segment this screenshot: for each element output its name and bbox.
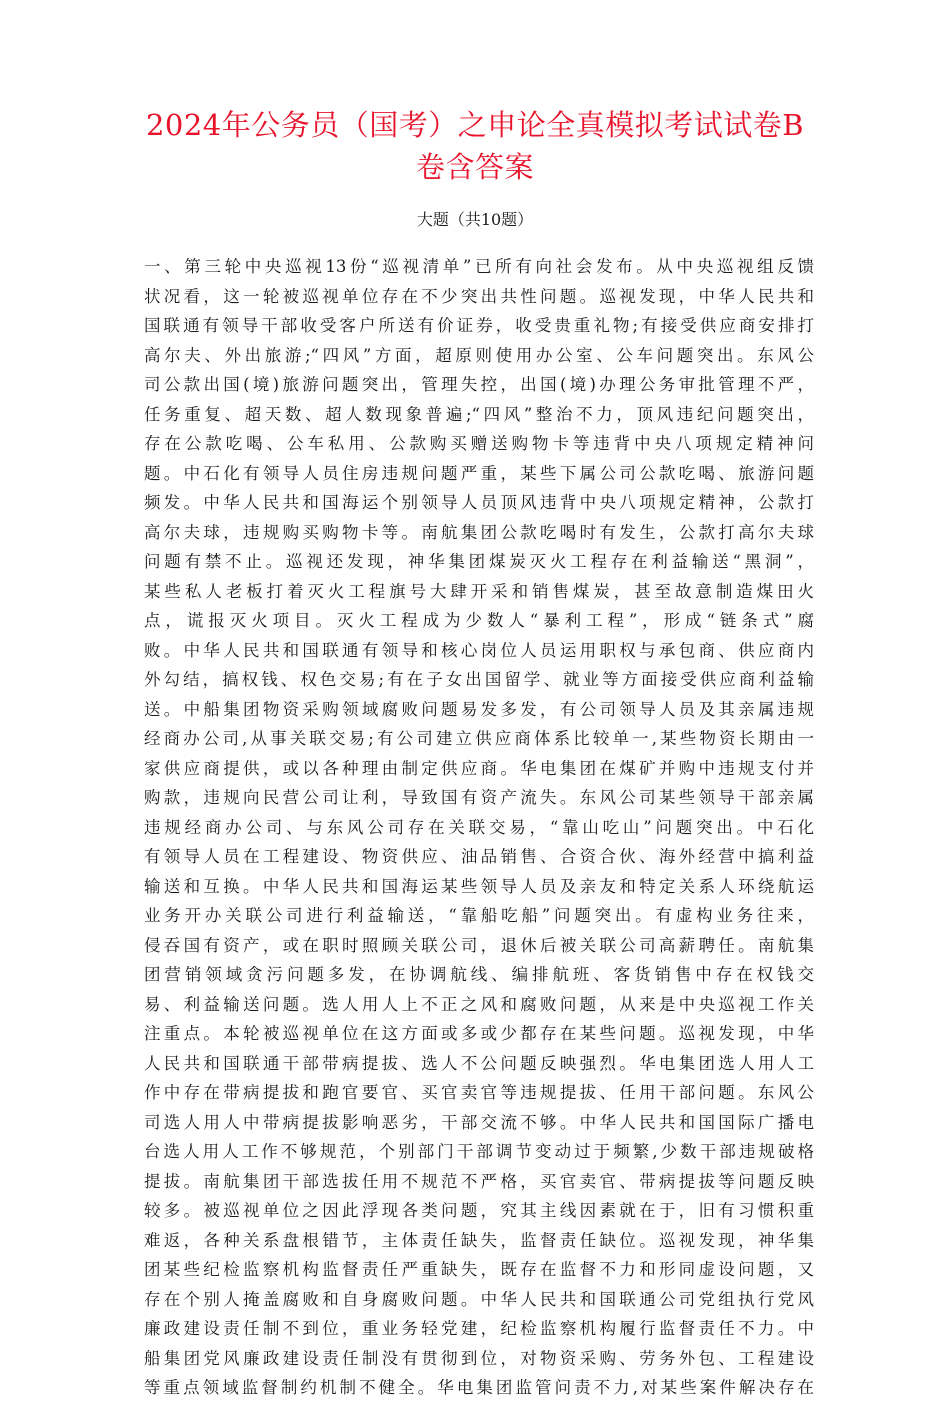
body-line: 购款，违规向民营公司让利，导致国有资产流失。东风公司某些领导干部亲属 — [144, 788, 814, 807]
body-line: 提拔。南航集团干部选拔任用不规范不严格，买官卖官、带病提拔等问题反映 — [144, 1171, 814, 1191]
body-line: 国联通有领导干部收受客户所送有价证券，收受贵重礼物;有接受供应商安排打 — [144, 316, 814, 335]
body-line: 存在公款吃喝、公车私用、公款购买赠送购物卡等违背中央八项规定精神问 — [144, 434, 814, 453]
body-line: 有领导人员在工程建设、物资供应、油品销售、合资合伙、海外经营中搞利益 — [144, 847, 814, 866]
title-line-1: 2024年公务员（国考）之申论全真模拟考试试卷B — [145, 108, 805, 142]
body-line: 台选人用人工作不够规范，个别部门干部调节变动过于频繁,少数干部违规破格 — [144, 1142, 814, 1161]
body-line: 侵吞国有资产，或在职时照顾关联公司，退休后被关联公司高薪聘任。南航集 — [144, 935, 814, 955]
body-line: 违规经商办公司、与东风公司存在关联交易，“靠山吃山”问题突出。中石化 — [144, 817, 814, 837]
body-line: 注重点。本轮被巡视单位在这方面或多或少都存在某些问题。巡视发现，中华 — [144, 1024, 814, 1043]
body-line: 点，谎报灭火项目。灭火工程成为少数人“暴利工程”，形成“链条式”腐 — [144, 611, 814, 630]
body-line: 高尔夫、外出旅游;“四风”方面，超原则使用办公室、公车问题突出。东风公 — [144, 345, 814, 365]
body-line: 作中存在带病提拔和跑官要官、买官卖官等违规提拔、任用干部问题。东风公 — [144, 1083, 814, 1102]
body-paragraph — [144, 252, 814, 1403]
body-line: 外勾结，搞权钱、权色交易;有在子女出国留学、就业等方面接受供应商利益输 — [144, 670, 814, 689]
body-line: 题。中石化有领导人员住房违规问题严重，某些下属公司公款吃喝、旅游问题 — [144, 463, 814, 483]
section-heading: 大题（共10题） — [416, 210, 534, 229]
body-line: 难返，各种关系盘根错节，主体责任缺失，监督责任缺位。巡视发现，神华集 — [144, 1230, 814, 1250]
body-line: 易、利益输送问题。选人用人上不正之风和腐败问题，从来是中央巡视工作关 — [144, 994, 814, 1014]
body-line: 业务开办关联公司进行利益输送，“靠船吃船”问题突出。有虚构业务往来， — [144, 906, 814, 925]
body-line: 一、第三轮中央巡视13份“巡视清单”已所有向社会发布。从中央巡视组反馈 — [144, 257, 814, 276]
title-line-2: 卷含答案 — [415, 150, 534, 184]
document-title — [120, 104, 830, 188]
body-line: 司选人用人中带病提拔影响恶劣，干部交流不够。中华人民共和国国际广播电 — [144, 1112, 814, 1132]
body-line: 高尔夫球，违规购买购物卡等。南航集团公款吃喝时有发生，公款打高尔夫球 — [144, 522, 814, 542]
body-line: 司公款出国(境)旅游问题突出，管理失控，出国(境)办理公务审批管理不严， — [144, 375, 814, 394]
body-line: 存在个别人掩盖腐败和自身腐败问题。中华人民共和国联通公司党组执行党风 — [144, 1289, 814, 1309]
body-line: 送。中船集团物资采购领域腐败问题易发多发，有公司领导人员及其亲属违规 — [144, 699, 814, 719]
body-line: 频发。中华人民共和国海运个别领导人员顶风违背中央八项规定精神，公款打 — [144, 493, 814, 512]
body-line: 家供应商提供，或以各种理由制定供应商。华电集团在煤矿并购中违规支付并 — [144, 758, 814, 778]
body-line: 问题有禁不止。巡视还发现，神华集团煤炭灭火工程存在利益输送“黑洞”， — [144, 552, 814, 571]
body-line: 任务重复、超天数、超人数现象普遍;“四风”整治不力，顶风违纪问题突出， — [144, 404, 814, 424]
body-line: 船集团党风廉政建设责任制没有贯彻到位，对物资采购、劳务外包、工程建设 — [144, 1348, 814, 1368]
body-line: 输送和互换。中华人民共和国海运某些领导人员及亲友和特定关系人环绕航运 — [144, 876, 814, 896]
body-line: 败。中华人民共和国联通有领导和核心岗位人员运用职权与承包商、供应商内 — [144, 640, 814, 660]
body-line: 某些私人老板打着灭火工程旗号大肆开采和销售煤炭，甚至故意制造煤田火 — [144, 581, 814, 601]
body-line: 状况看，这一轮被巡视单位存在不少突出共性问题。巡视发现，中华人民共和 — [144, 286, 814, 306]
body-line: 经商办公司,从事关联交易;有公司建立供应商体系比较单一,某些物资长期由一 — [144, 729, 814, 748]
body-line: 人民共和国联通干部带病提拔、选人不公问题反映强烈。华电集团选人用人工 — [144, 1053, 814, 1073]
body-line: 较多。被巡视单位之因此浮现各类问题，究其主线因素就在于，旧有习惯积重 — [144, 1201, 814, 1220]
body-line: 团某些纪检监察机构监督责任严重缺失，既存在监督不力和形同虚设问题，又 — [144, 1260, 814, 1279]
body-line: 等重点领域监督制约机制不健全。华电集团监管问责不力,对某些案件解决存在 — [144, 1378, 814, 1397]
body-line: 廉政建设责任制不到位，重业务轻党建，纪检监察机构履行监督责任不力。中 — [144, 1319, 814, 1338]
body-line: 团营销领域贪污问题多发，在协调航线、编排航班、客货销售中存在权钱交 — [144, 965, 814, 984]
